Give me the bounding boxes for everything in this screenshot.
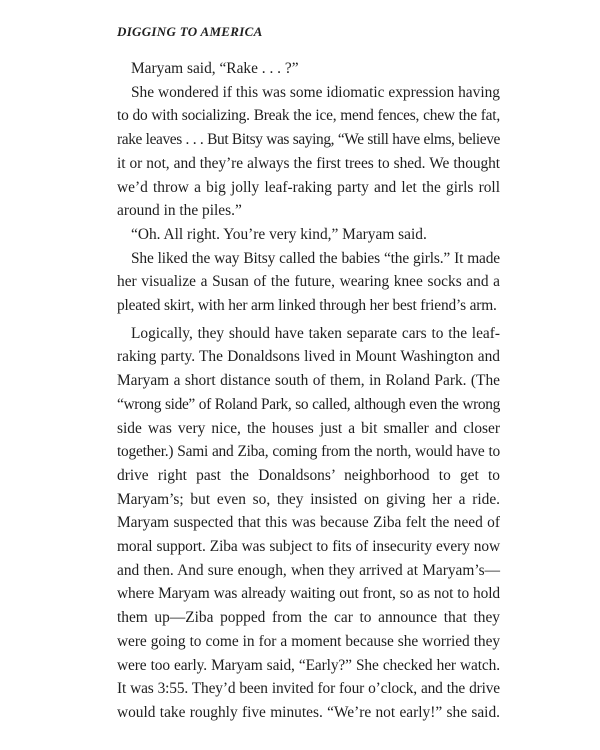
text-line: where Maryam was already waiting out front, so as not to hold — [117, 585, 500, 603]
text-line: side was very nice, the houses just a bit smaller and closer — [117, 419, 500, 437]
text-line: Logically, they should have taken separate cars to the leaf- — [131, 324, 500, 342]
text-line: Maryam a short distance south of them, in Roland Park. (The — [117, 372, 500, 390]
text-line: were too early. Maryam said, “Early?” She checked her watch. — [117, 656, 500, 674]
text-line: It was 3:55. They’d been invited for four o’clock, and the drive — [117, 680, 500, 698]
text-line: her visualize a Susan of the future, wearing knee socks and a — [117, 273, 500, 291]
paragraph-5 — [117, 322, 500, 725]
text-line: Maryam suspected that this was because Ziba felt the need of — [117, 514, 500, 532]
text-line: drive right past the Donaldsons’ neighborhood to get to — [117, 466, 500, 484]
running-head: DIGGING TO AMERICA — [117, 24, 263, 39]
paragraph-3 — [117, 223, 500, 247]
text-line: to do with socializing. Break the ice, mend fences, chew the fat, — [117, 107, 500, 125]
text-line: together.) Sami and Ziba, coming from the north, would have to — [117, 443, 500, 461]
text-line: “wrong side” of Roland Park, so called, although even the wrong — [117, 395, 500, 413]
paragraph-1 — [117, 57, 500, 81]
text-line: She wondered if this was some idiomatic expression having — [131, 83, 500, 101]
paragraph-4 — [117, 247, 500, 318]
text-line: around in the piles.” — [117, 202, 242, 220]
paragraph-2 — [117, 81, 500, 223]
text-line: would take roughly five minutes. “We’re not early!” she said. — [117, 703, 500, 721]
text-line: Maryam’s; but even so, they insisted on giving her a ride. — [117, 490, 500, 508]
text-line: pleated skirt, with her arm linked through her best friend’s arm. — [117, 297, 497, 315]
text-line: them up—Ziba popped from the car to announce that they — [117, 609, 500, 627]
text-line: we’d throw a big jolly leaf-raking party and let the girls roll — [117, 178, 500, 196]
text-line: “Oh. All right. You’re very kind,” Maryam said. — [131, 225, 427, 243]
text-line: it or not, and they’re always the first trees to shed. We thought — [117, 154, 500, 172]
text-line: and then. And sure enough, when they arrived at Maryam’s— — [117, 561, 500, 579]
body-text — [117, 57, 500, 725]
text-line: Maryam said, “Rake . . . ?” — [131, 60, 299, 77]
text-line: She liked the way Bitsy called the babies “the girls.” It made — [131, 249, 500, 267]
text-line: were going to come in for a moment because she worried they — [117, 632, 500, 650]
text-line: rake leaves . . . But Bitsy was saying, “We still have elms, believe — [117, 131, 500, 149]
text-line: raking party. The Donaldsons lived in Mount Washington and — [117, 348, 500, 366]
text-line: moral support. Ziba was subject to fits of insecurity every now — [117, 538, 500, 556]
